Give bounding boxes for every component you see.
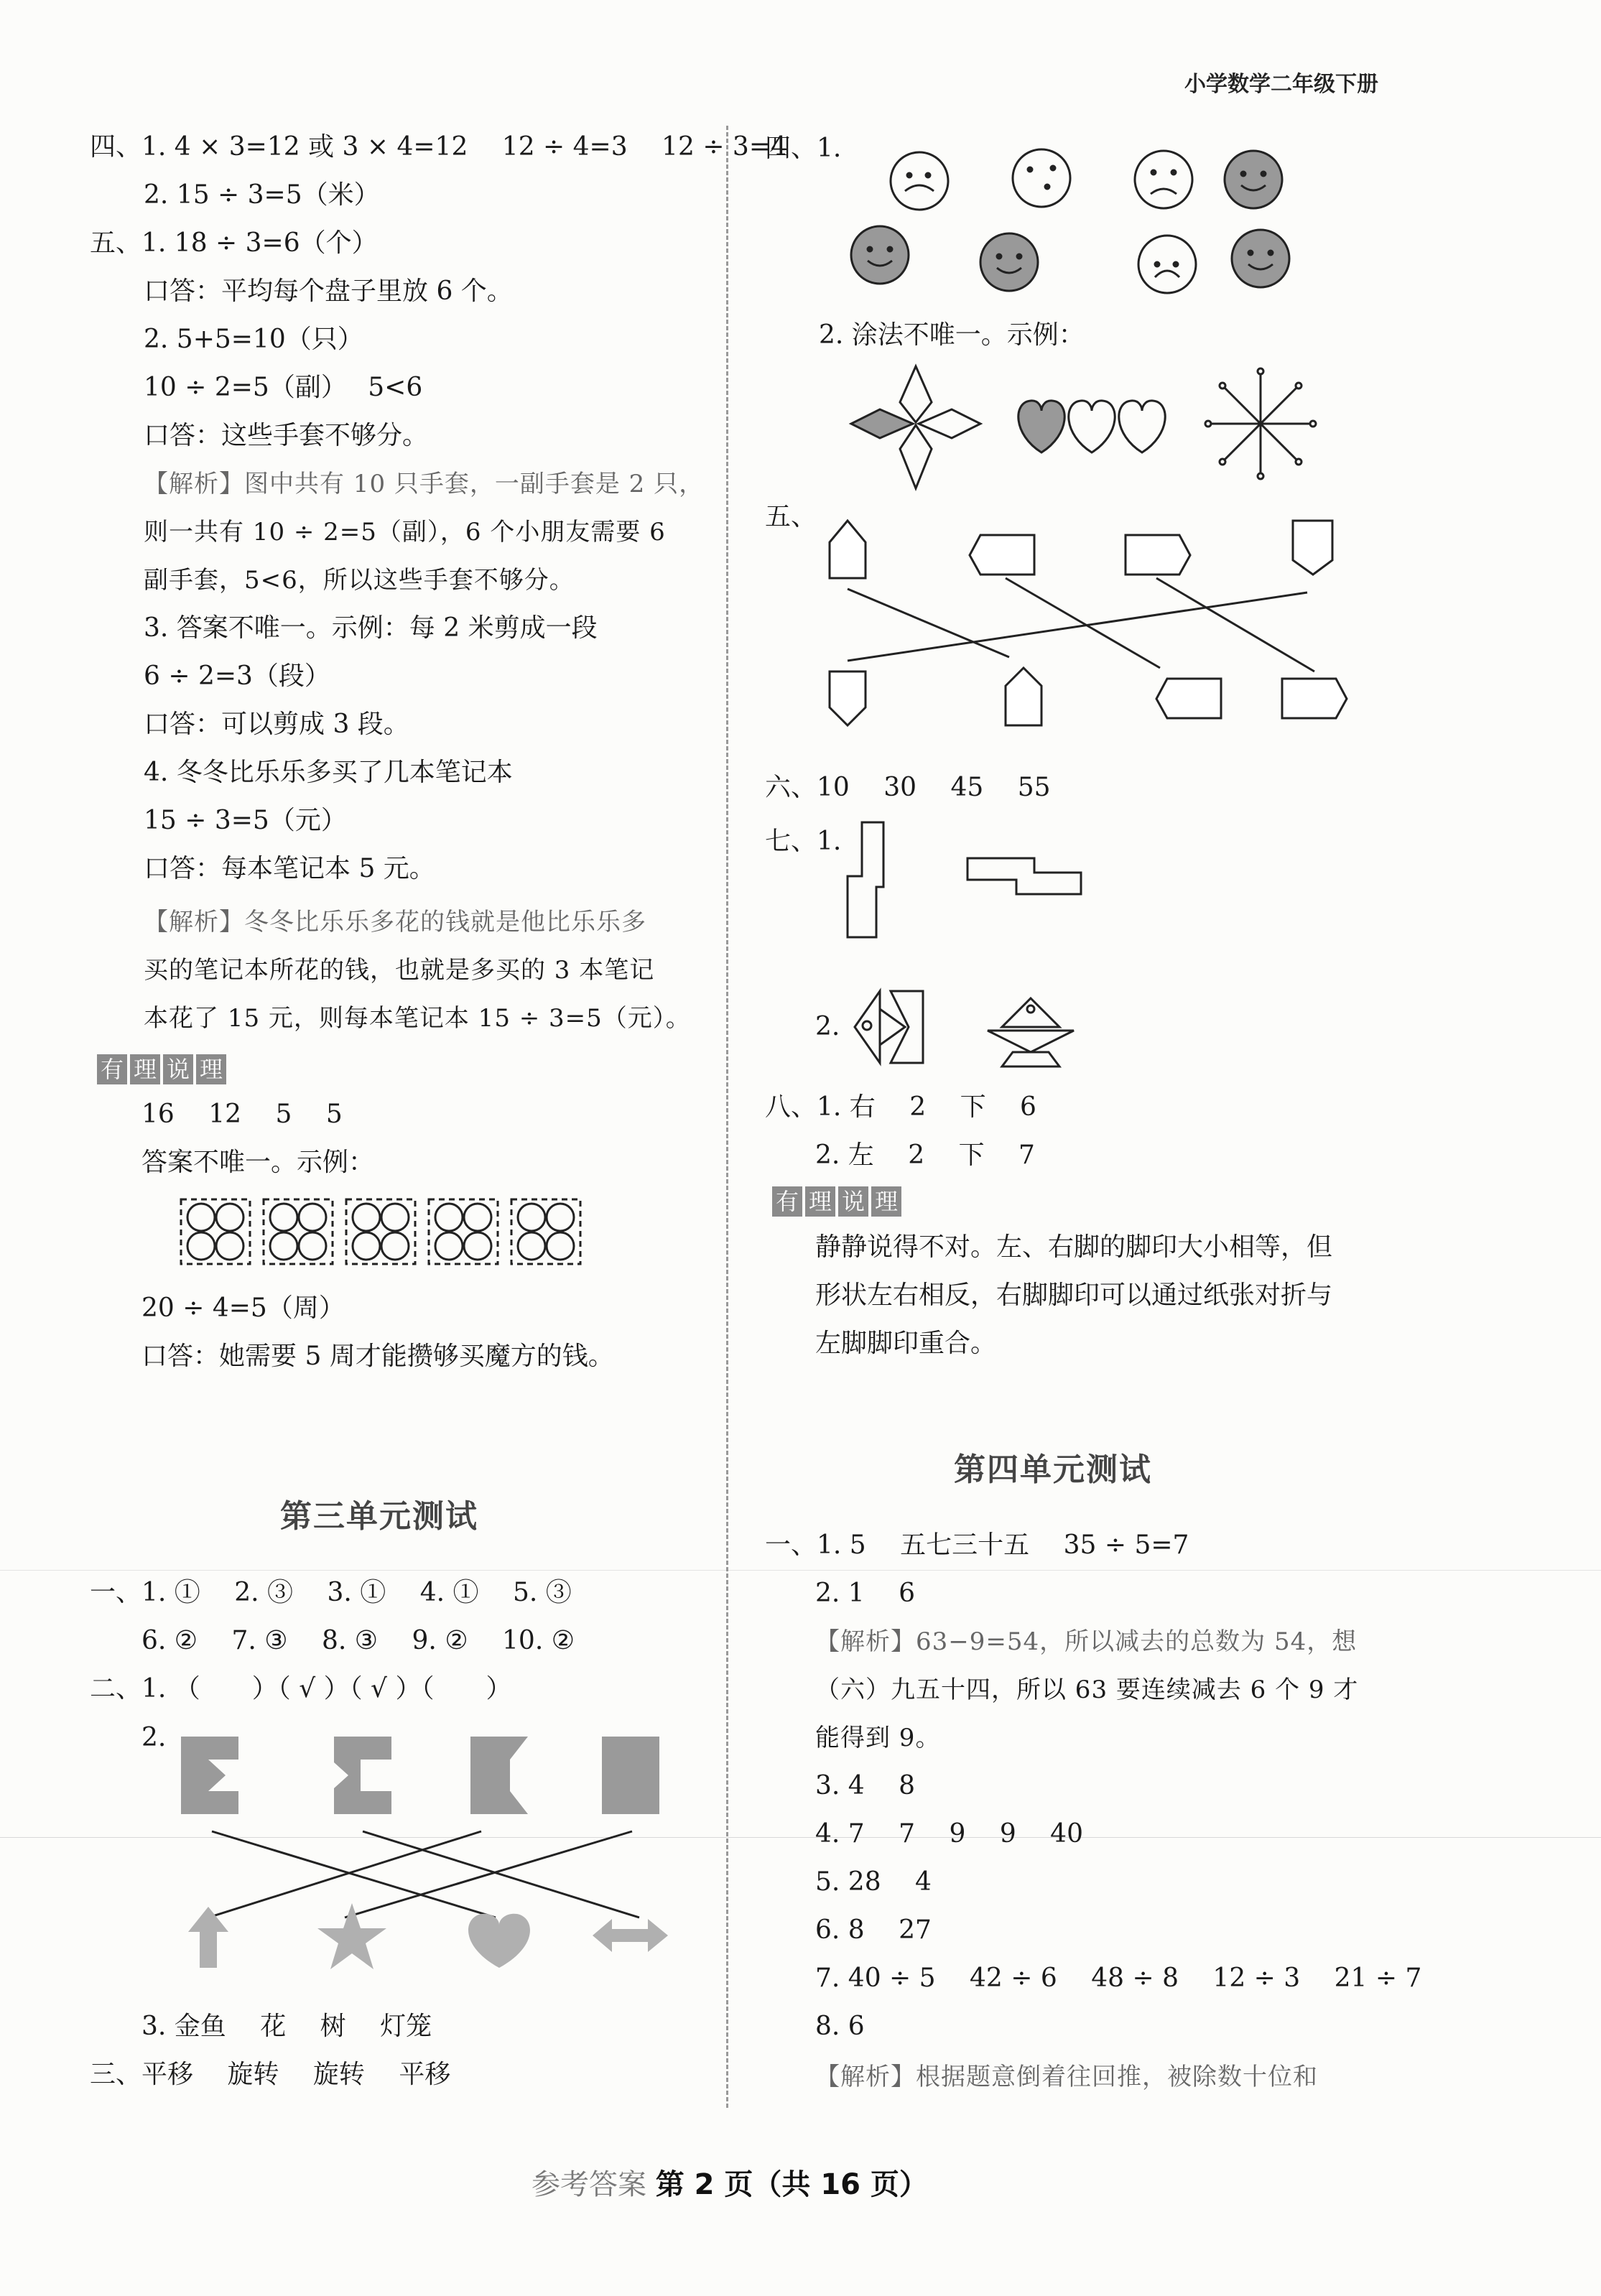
face-outline [891,152,948,210]
kite-shape [900,366,932,422]
analysis-2-line1: 【解析】冬冬比乐乐多花的钱就是他比乐乐多 [144,908,646,936]
badge-char: 有 [772,1186,802,1217]
unit4-analysis-line1: 【解析】63−9=54，所以减去的总数为 54，想 [815,1627,1358,1656]
circle-group [264,1199,333,1264]
answer-5-4: 4. 冬冬比乐乐多买了几本笔记本 [144,758,513,787]
block-shape [334,1737,391,1814]
unit4-analysis-line4: 【解析】根据题意倒着往回推，被除数十位和 [815,2063,1318,2091]
face-outline [1013,149,1070,207]
answer-5-1: 五、1. 18 ÷ 3=6（个） [90,228,378,258]
bird-shape [988,1031,1074,1052]
heart-outline [1069,401,1115,452]
match-line [363,1831,639,1918]
unit4-answer-2: 2. 1 6 [815,1579,916,1608]
reasoning-example: 答案不唯一。示例： [141,1148,375,1177]
right-answer-4-1: 四、1. [765,134,842,163]
pentagon-right-2 [1282,679,1347,718]
unit4-answer-7: 7. 40 ÷ 5 42 ÷ 6 48 ÷ 8 12 ÷ 3 21 ÷ 7 [815,1963,1422,1993]
right-answer-6: 六、10 30 45 55 [765,773,1051,802]
unit3-answer-2a: 二、1. （ ）（ √ ）（ √ ）（ ） [90,1674,512,1704]
unit4-title: 第四单元测试 [954,1451,1152,1488]
unit3-answer-2b: 2. [141,1723,167,1752]
unit3-answer-1a: 一、1. ① 2. ③ 3. ① 4. ① 5. ③ [90,1578,572,1607]
answer-5-4-oral: 口答：每本笔记本 5 元。 [144,854,435,883]
page-footer [532,2162,928,2203]
faces-diagram [848,144,1307,298]
unit4-analysis-line2: （六）九五十四，所以 63 要连续减去 6 个 9 才 [815,1675,1359,1704]
kite-shape [919,409,980,438]
fold-line-2 [0,1570,1601,1571]
analysis-2-line3: 本花了 15 元，则每本笔记本 15 ÷ 3=5（元）。 [144,1004,691,1033]
heart-outline [1119,401,1165,452]
answer-4-2: 2. 15 ÷ 3=5（米） [144,180,380,210]
match-line [1156,578,1314,671]
answer-5-2: 2. 5+5=10（只） [144,325,363,354]
right-answer-5: 五、 [765,502,817,531]
badge-char: 理 [196,1054,226,1084]
kite-shape-filled [851,409,913,438]
unit3-answer-3: 三、平移 旋转 旋转 平移 [90,2060,451,2089]
unit4-answer-5: 5. 28 4 [815,1867,932,1897]
reasoning-badge-left [97,1054,226,1084]
footer-label: 参考答案 [532,2168,646,2201]
fish-shape [855,991,880,1063]
analysis-1-line2: 则一共有 10 ÷ 2=5（副），6 个小朋友需要 6 [144,518,666,547]
pentagon-up [1006,668,1041,725]
arrow-up-shape [188,1907,228,1968]
match-line [212,1831,496,1918]
unit4-answer-6: 6. 8 27 [815,1915,932,1945]
right-reasoning-line2: 形状左右相反，右脚脚印可以通过纸张对折与 [815,1281,1333,1310]
pentagon-left-2 [1156,679,1221,718]
match-line [208,1831,481,1918]
answer-5-2-calc: 10 ÷ 2=5（副） 5<6 [144,373,423,402]
unit3-answer-2c: 3. 金鱼 花 树 灯笼 [141,2012,432,2041]
unit4-answer-3: 3. 4 8 [815,1771,916,1800]
circle-group [429,1199,498,1264]
answer-5-3-oral: 口答：可以剪成 3 段。 [144,710,409,739]
block-shape [470,1737,528,1814]
right-answer-8-1: 八、1. 右 2 下 6 [765,1092,1036,1122]
kite-shape [900,425,932,488]
unit4-answer-1: 一、1. 5 五七三十五 35 ÷ 5=7 [765,1530,1189,1560]
book-title: 小学数学二年级下册 [1184,72,1378,97]
answer-4-1: 四、1. 4 × 3=12 或 3 × 4=12 12 ÷ 4=3 12 ÷ 3=4 [90,132,787,162]
unit4-answer-4: 4. 7 7 9 9 40 [815,1819,1083,1849]
circle-group [181,1199,250,1264]
badge-char: 说 [838,1186,868,1217]
analysis-1-line3: 副手套，5<6，所以这些手套不够分。 [144,566,575,595]
reasoning-badge-right [772,1186,901,1217]
face-filled [980,233,1038,291]
reasoning-numbers: 16 12 5 5 [141,1100,343,1129]
heart-filled [1018,401,1064,452]
face-filled [1225,151,1282,208]
badge-char: 理 [130,1054,160,1084]
face-outline [1138,236,1196,293]
unit3-answer-1b: 6. ② 7. ③ 8. ③ 9. ② 10. ② [141,1626,575,1655]
face-outline [1135,151,1192,208]
answer-5-3-calc: 6 ÷ 2=3（段） [144,661,330,691]
circle-groups-diagram [180,1198,589,1267]
wide-shape [967,858,1081,894]
right-answer-8-2: 2. 左 2 下 7 [815,1140,1035,1170]
heart-shape [468,1914,530,1968]
answer-5-1-oral: 口答：平均每个盘子里放 6 个。 [144,276,513,306]
match-line [1006,578,1160,668]
block-shape [602,1737,659,1814]
analysis-1-line1: 【解析】图中共有 10 只手套，一副手套是 2 只， [144,470,705,498]
column-divider [726,126,728,2108]
tangram-shapes [851,984,1081,1077]
pentagon-top [830,521,866,578]
pentagon-right [1126,535,1190,575]
pentagon-bottom [1293,521,1332,575]
unit3-title: 第三单元测试 [280,1498,478,1535]
snowflake-shape [1205,368,1316,479]
unit4-analysis-line3: 能得到 9。 [815,1724,941,1752]
reasoning-oral: 口答：她需要 5 周才能攒够买魔方的钱。 [141,1342,614,1371]
face-filled [851,226,909,284]
coloring-examples [851,359,1340,496]
reasoning-calc: 20 ÷ 4=5（周） [141,1293,345,1323]
unit3-matching-diagram [172,1731,690,1975]
star-shape [317,1903,386,1969]
circle-group [346,1199,415,1264]
answer-5-2-oral: 口答：这些手套不够分。 [144,421,429,450]
right-answer-7-2: 2. [815,1012,840,1041]
right-reasoning-line3: 左脚脚印重合。 [815,1329,997,1358]
page-number: 第 2 页（共 16 页） [655,2168,928,2201]
double-arrow-shape [593,1919,668,1952]
badge-char: 有 [97,1054,127,1084]
shape-matching-diagram [819,506,1350,743]
analysis-2-line2: 买的笔记本所花的钱，也就是多买的 3 本笔记 [144,956,655,985]
right-answer-7-1: 七、1. [765,827,842,856]
badge-char: 理 [871,1186,901,1217]
tall-shape [848,822,883,937]
match-line [848,589,1009,657]
unit4-answer-8: 8. 6 [815,2012,865,2041]
badge-char: 理 [805,1186,835,1217]
answer-5-4-calc: 15 ÷ 3=5（元） [144,806,347,835]
pentagon-down [830,671,866,725]
match-line [345,1831,632,1918]
block-shape [181,1737,238,1814]
face-filled [1232,230,1289,287]
pentagon-left [970,535,1034,575]
right-answer-4-2: 2. 涂法不唯一。示例： [819,320,1085,350]
badge-char: 说 [163,1054,193,1084]
right-reasoning-line1: 静静说得不对。左、右脚的脚印大小相等，但 [815,1232,1333,1262]
bird-shape [1002,1052,1059,1066]
polyomino-diagram [844,819,1088,948]
answer-5-3: 3. 答案不唯一。示例：每 2 米剪成一段 [144,613,598,643]
circle-group [511,1199,580,1264]
